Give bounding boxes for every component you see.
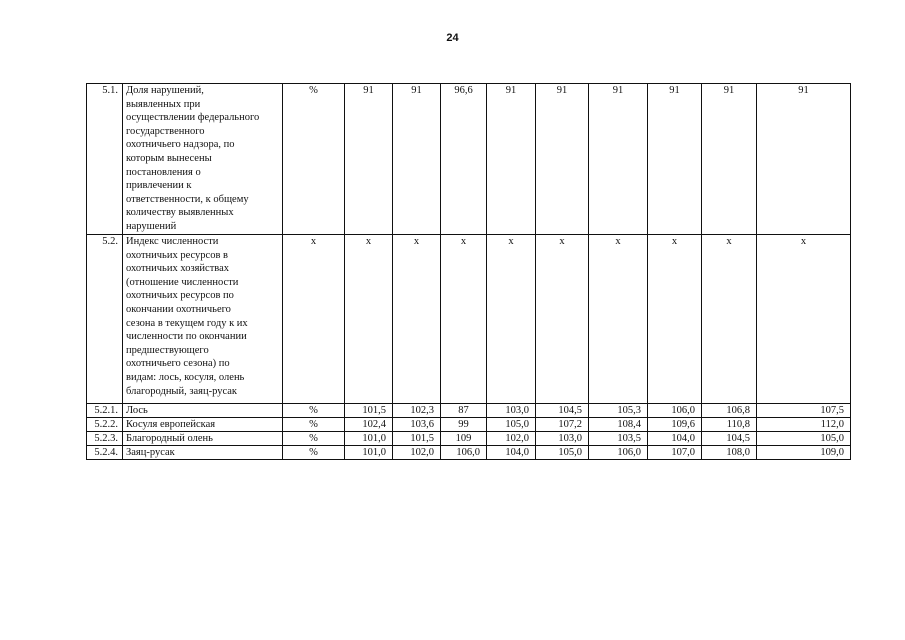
row-description — [123, 84, 283, 235]
row-code: 5.2.2. — [87, 418, 123, 432]
row-unit: % — [283, 404, 345, 418]
table-row — [87, 404, 851, 418]
row-unit: % — [283, 432, 345, 446]
row-value: 103,0 — [487, 404, 536, 418]
description-line: Индекс численности — [126, 236, 219, 247]
row-value: 109 — [441, 432, 487, 446]
row-value: x — [589, 235, 648, 404]
description-line: охотничьих ресурсов в — [126, 249, 228, 261]
row-value: 103,0 — [536, 432, 589, 446]
description-line: видам: лось, косуля, олень — [126, 371, 245, 383]
description-line: осуществлении федерального — [126, 112, 260, 124]
row-value: 91 — [487, 84, 536, 235]
row-value: 106,0 — [648, 404, 702, 418]
description-line: охотничьих ресурсов по — [126, 290, 234, 302]
row-value: 104,0 — [487, 446, 536, 460]
description-line: окончании охотничьего — [126, 303, 231, 315]
description-line: охотничьего надзора, по — [126, 139, 235, 151]
row-value: 101,5 — [393, 432, 441, 446]
description-line: ответственности, к общему — [126, 193, 249, 205]
description-line: предшествующего — [126, 344, 209, 356]
table-row — [87, 84, 851, 235]
row-code: 5.2.4. — [87, 446, 123, 460]
row-value: 110,8 — [702, 418, 757, 432]
table-row — [87, 432, 851, 446]
row-value: x — [757, 235, 851, 404]
row-value: x — [345, 235, 393, 404]
row-value: 102,4 — [345, 418, 393, 432]
indicators-table — [86, 83, 851, 460]
row-value: 101,0 — [345, 446, 393, 460]
page-number: 24 — [446, 32, 459, 44]
row-unit: x — [283, 235, 345, 404]
row-value: 91 — [393, 84, 441, 235]
row-code: 5.1. — [87, 84, 123, 235]
row-value: 91 — [648, 84, 702, 235]
row-description: Благородный олень — [123, 432, 283, 446]
row-value: 102,0 — [487, 432, 536, 446]
description-line: охотничьих хозяйствах — [126, 263, 230, 275]
row-description: Заяц-русак — [123, 446, 283, 460]
row-value: 101,5 — [345, 404, 393, 418]
row-description: Косуля европейская — [123, 418, 283, 432]
description-line: постановления о — [126, 166, 201, 178]
description-line: привлечении к — [126, 180, 192, 192]
row-value: x — [702, 235, 757, 404]
row-value: 108,4 — [589, 418, 648, 432]
table-row — [87, 418, 851, 432]
row-value: 104,5 — [702, 432, 757, 446]
row-description — [123, 235, 283, 404]
description-line: выявленных при — [126, 98, 201, 110]
description-line: которым вынесены — [126, 152, 212, 164]
row-value: 106,8 — [702, 404, 757, 418]
description-line: государственного — [126, 125, 205, 137]
row-value: 103,6 — [393, 418, 441, 432]
row-value: 105,0 — [757, 432, 851, 446]
row-value: 108,0 — [702, 446, 757, 460]
description-line: нарушений — [126, 220, 177, 232]
row-code: 5.2.1. — [87, 404, 123, 418]
row-unit: % — [283, 418, 345, 432]
row-value: 104,0 — [648, 432, 702, 446]
description-line: численности по окончании — [126, 331, 247, 343]
row-code: 5.2. — [87, 235, 123, 404]
row-value: 96,6 — [441, 84, 487, 235]
row-value: x — [536, 235, 589, 404]
row-value: 91 — [536, 84, 589, 235]
row-value: 103,5 — [589, 432, 648, 446]
row-code: 5.2.3. — [87, 432, 123, 446]
table-row — [87, 235, 851, 404]
row-value: 99 — [441, 418, 487, 432]
table-row — [87, 446, 851, 460]
row-value: 91 — [757, 84, 851, 235]
row-value: 106,0 — [441, 446, 487, 460]
description-line: (отношение численности — [126, 276, 239, 288]
description-line: охотничьего сезона) по — [126, 358, 230, 370]
row-value: 109,6 — [648, 418, 702, 432]
row-value: 104,5 — [536, 404, 589, 418]
row-unit: % — [283, 446, 345, 460]
row-value: 112,0 — [757, 418, 851, 432]
row-value: 109,0 — [757, 446, 851, 460]
row-value: 102,3 — [393, 404, 441, 418]
row-value: 105,3 — [589, 404, 648, 418]
row-value: 91 — [589, 84, 648, 235]
row-value: 106,0 — [589, 446, 648, 460]
row-value: x — [648, 235, 702, 404]
row-value: 107,0 — [648, 446, 702, 460]
row-value: x — [441, 235, 487, 404]
row-value: 107,5 — [757, 404, 851, 418]
row-value: 102,0 — [393, 446, 441, 460]
row-value: 105,0 — [536, 446, 589, 460]
row-value: 107,2 — [536, 418, 589, 432]
row-value: 91 — [702, 84, 757, 235]
row-unit: % — [283, 84, 345, 235]
row-value: 91 — [345, 84, 393, 235]
description-line: сезона в текущем году к их — [126, 317, 248, 329]
description-line: количеству выявленных — [126, 207, 234, 219]
row-value: x — [393, 235, 441, 404]
row-value: 101,0 — [345, 432, 393, 446]
description-line: благородный, заяц-русак — [126, 385, 238, 397]
row-description: Лось — [123, 404, 283, 418]
description-line: Доля нарушений, — [126, 85, 204, 96]
row-value: 105,0 — [487, 418, 536, 432]
row-value: x — [487, 235, 536, 404]
row-value: 87 — [441, 404, 487, 418]
